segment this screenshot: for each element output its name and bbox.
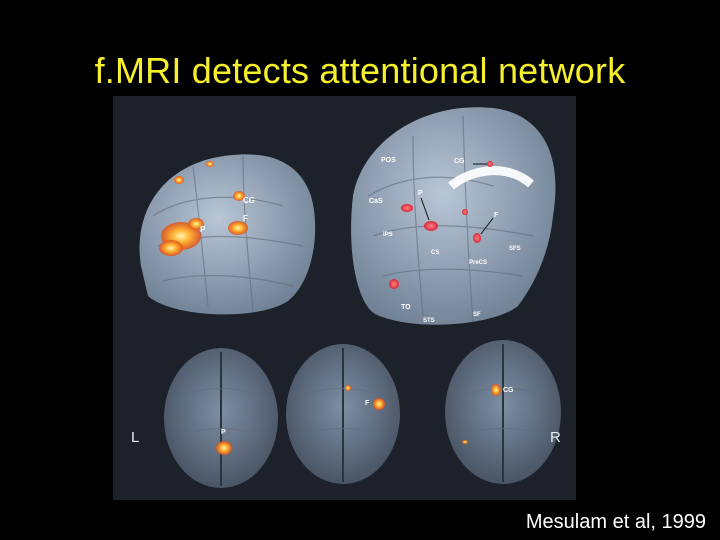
lateral-label-f: F (243, 214, 248, 223)
medial-label-f: F (494, 212, 499, 219)
medial-label-sts: STS (423, 318, 435, 324)
medial-label-cs: CS (431, 250, 440, 256)
medial-label-precs: PreCS (469, 260, 488, 266)
axial-label-p: P (221, 429, 226, 436)
medial-label-p: P (418, 190, 423, 197)
axial-slices (131, 340, 561, 488)
medial-label-cg: CG (454, 158, 465, 165)
fmri-figure (113, 96, 576, 500)
medial-label-pos: POS (381, 157, 396, 164)
axial-label-f: F (365, 400, 370, 407)
slide-title: f.MRI detects attentional network (94, 50, 626, 91)
medial-label-sf: SF (473, 312, 481, 318)
lateral-label-cg: CG (243, 196, 255, 205)
medial-label-ips: IPS (383, 232, 393, 238)
axial-label-cg: CG (503, 387, 514, 394)
citation-text: Mesulam et al, 1999 (525, 511, 706, 533)
medial-label-sfs: SFS (509, 246, 521, 252)
medial-label-to: TO (401, 304, 411, 311)
axial-marker-left: L (131, 429, 140, 446)
axial-marker-right: R (550, 429, 561, 446)
medial-brain (351, 107, 555, 325)
fmri-figure-svg (113, 96, 576, 500)
lateral-brain (140, 154, 316, 314)
medial-label-cas: CaS (369, 198, 383, 205)
lateral-label-p: P (200, 225, 206, 234)
